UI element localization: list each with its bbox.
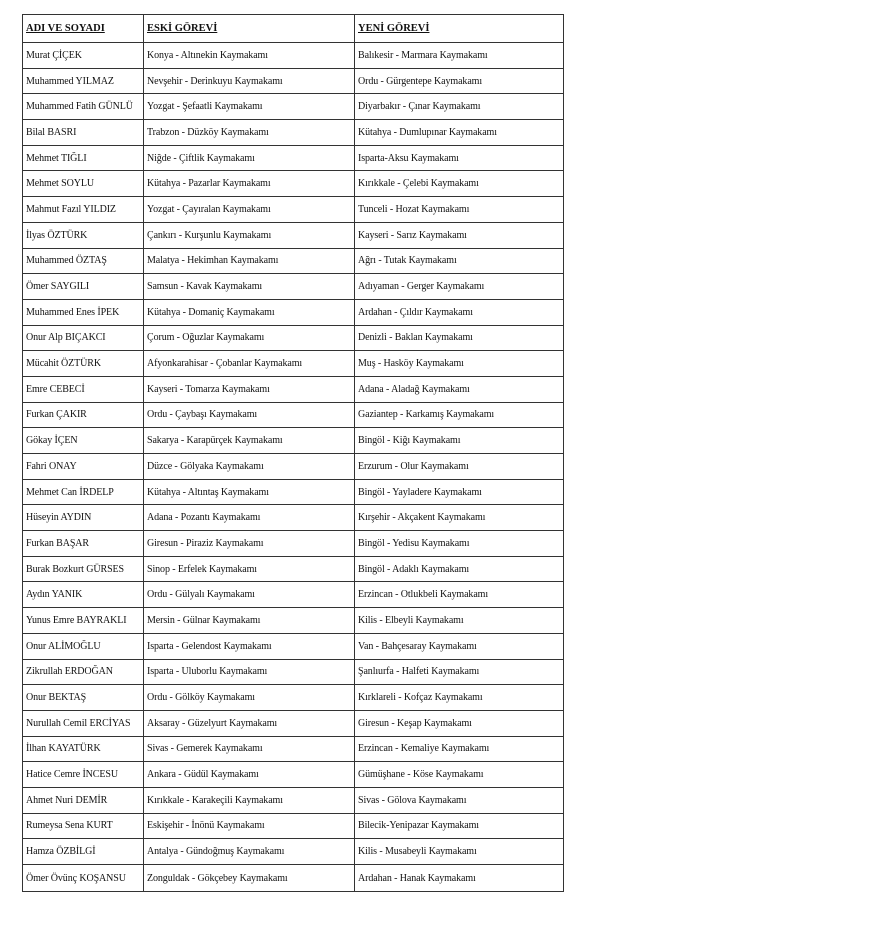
table-row <box>23 608 564 634</box>
table-row <box>23 402 564 428</box>
cell-name: Aydın YANIK <box>23 582 144 608</box>
cell-old-post: Kayseri - Tomarza Kaymakamı <box>144 376 355 402</box>
cell-name: Muhammed ÖZTAŞ <box>23 248 144 274</box>
cell-old-post: Niğde - Çiftlik Kaymakamı <box>144 145 355 171</box>
cell-old-post: Isparta - Gelendost Kaymakamı <box>144 633 355 659</box>
cell-old-post: Samsun - Kavak Kaymakamı <box>144 274 355 300</box>
cell-old-post: Ordu - Çaybaşı Kaymakamı <box>144 402 355 428</box>
appointments-table <box>22 14 564 892</box>
table-row <box>23 197 564 223</box>
table-row <box>23 659 564 685</box>
table-row <box>23 428 564 454</box>
cell-old-post: Malatya - Hekimhan Kaymakamı <box>144 248 355 274</box>
cell-name: Ömer SAYGILI <box>23 274 144 300</box>
table-row <box>23 736 564 762</box>
document-page <box>22 14 563 892</box>
table-row <box>23 633 564 659</box>
cell-name: Mehmet Can İRDELP <box>23 479 144 505</box>
cell-name: Mücahit ÖZTÜRK <box>23 351 144 377</box>
header-name: ADI VE SOYADI <box>23 15 144 43</box>
table-body <box>23 43 564 892</box>
cell-name: Muhammed Fatih GÜNLÜ <box>23 94 144 120</box>
cell-new-post: Bingöl - Adaklı Kaymakamı <box>355 556 564 582</box>
cell-new-post: Tunceli - Hozat Kaymakamı <box>355 197 564 223</box>
cell-new-post: Kırşehir - Akçakent Kaymakamı <box>355 505 564 531</box>
cell-new-post: Kırıkkale - Çelebi Kaymakamı <box>355 171 564 197</box>
cell-old-post: Sinop - Erfelek Kaymakamı <box>144 556 355 582</box>
cell-name: Bilal BASRI <box>23 120 144 146</box>
cell-new-post: Ardahan - Hanak Kaymakamı <box>355 865 564 892</box>
cell-name: Murat ÇİÇEK <box>23 43 144 69</box>
table-row <box>23 325 564 351</box>
cell-old-post: Çorum - Oğuzlar Kaymakamı <box>144 325 355 351</box>
cell-name: Hamza ÖZBİLGİ <box>23 839 144 865</box>
table-row <box>23 839 564 865</box>
cell-old-post: Yozgat - Şefaatli Kaymakamı <box>144 94 355 120</box>
cell-name: Onur BEKTAŞ <box>23 685 144 711</box>
cell-new-post: Ağrı - Tutak Kaymakamı <box>355 248 564 274</box>
cell-name: Yunus Emre BAYRAKLI <box>23 608 144 634</box>
cell-old-post: Afyonkarahisar - Çobanlar Kaymakamı <box>144 351 355 377</box>
cell-name: Fahri ONAY <box>23 454 144 480</box>
cell-old-post: Eskişehir - İnönü Kaymakamı <box>144 813 355 839</box>
cell-new-post: Adıyaman - Gerger Kaymakamı <box>355 274 564 300</box>
cell-old-post: Çankırı - Kurşunlu Kaymakamı <box>144 222 355 248</box>
table-row <box>23 68 564 94</box>
cell-new-post: Isparta-Aksu Kaymakamı <box>355 145 564 171</box>
table-row <box>23 454 564 480</box>
cell-new-post: Gümüşhane - Köse Kaymakamı <box>355 762 564 788</box>
cell-name: Onur Alp BIÇAKCI <box>23 325 144 351</box>
table-row <box>23 248 564 274</box>
header-old-post: ESKİ GÖREVİ <box>144 15 355 43</box>
table-row <box>23 556 564 582</box>
cell-new-post: Van - Bahçesaray Kaymakamı <box>355 633 564 659</box>
cell-new-post: Kilis - Elbeyli Kaymakamı <box>355 608 564 634</box>
cell-new-post: Kırklareli - Kofçaz Kaymakamı <box>355 685 564 711</box>
cell-new-post: Giresun - Keşap Kaymakamı <box>355 710 564 736</box>
cell-name: Mehmet TIĞLI <box>23 145 144 171</box>
cell-new-post: Kütahya - Dumlupınar Kaymakamı <box>355 120 564 146</box>
cell-old-post: Kırıkkale - Karakeçili Kaymakamı <box>144 787 355 813</box>
cell-new-post: Muş - Hasköy Kaymakamı <box>355 351 564 377</box>
table-row <box>23 120 564 146</box>
header-new-post: YENİ GÖREVİ <box>355 15 564 43</box>
table-row <box>23 351 564 377</box>
cell-name: Muhammed YILMAZ <box>23 68 144 94</box>
cell-new-post: Sivas - Gölova Kaymakamı <box>355 787 564 813</box>
cell-name: Mahmut Fazıl YILDIZ <box>23 197 144 223</box>
cell-old-post: Sakarya - Karapürçek Kaymakamı <box>144 428 355 454</box>
cell-name: Muhammed Enes İPEK <box>23 299 144 325</box>
cell-new-post: Bingöl - Yedisu Kaymakamı <box>355 531 564 557</box>
cell-old-post: Konya - Altınekin Kaymakamı <box>144 43 355 69</box>
cell-new-post: Bingöl - Yayladere Kaymakamı <box>355 479 564 505</box>
table-row <box>23 865 564 892</box>
cell-new-post: Erzurum - Olur Kaymakamı <box>355 454 564 480</box>
cell-new-post: Şanlıurfa - Halfeti Kaymakamı <box>355 659 564 685</box>
table-row <box>23 582 564 608</box>
cell-name: Zikrullah ERDOĞAN <box>23 659 144 685</box>
table-row <box>23 531 564 557</box>
table-row <box>23 479 564 505</box>
cell-old-post: Mersin - Gülnar Kaymakamı <box>144 608 355 634</box>
cell-name: Emre CEBECİ <box>23 376 144 402</box>
table-row <box>23 222 564 248</box>
table-row <box>23 710 564 736</box>
cell-new-post: Kilis - Musabeyli Kaymakamı <box>355 839 564 865</box>
cell-new-post: Bilecik-Yenipazar Kaymakamı <box>355 813 564 839</box>
cell-name: Hatice Cemre İNCESU <box>23 762 144 788</box>
cell-old-post: Düzce - Gölyaka Kaymakamı <box>144 454 355 480</box>
cell-name: Furkan BAŞAR <box>23 531 144 557</box>
cell-new-post: Bingöl - Kiğı Kaymakamı <box>355 428 564 454</box>
cell-name: Gökay İÇEN <box>23 428 144 454</box>
table-row <box>23 787 564 813</box>
cell-old-post: Ordu - Gölköy Kaymakamı <box>144 685 355 711</box>
cell-old-post: Yozgat - Çayıralan Kaymakamı <box>144 197 355 223</box>
cell-name: Ömer Övünç KOŞANSU <box>23 865 144 892</box>
table-row <box>23 94 564 120</box>
table-row <box>23 376 564 402</box>
cell-name: Mehmet SOYLU <box>23 171 144 197</box>
cell-new-post: Kayseri - Sarız Kaymakamı <box>355 222 564 248</box>
cell-old-post: Ordu - Gülyalı Kaymakamı <box>144 582 355 608</box>
cell-old-post: Aksaray - Güzelyurt Kaymakamı <box>144 710 355 736</box>
table-row <box>23 813 564 839</box>
table-row <box>23 43 564 69</box>
cell-new-post: Diyarbakır - Çınar Kaymakamı <box>355 94 564 120</box>
cell-name: Nurullah Cemil ERCİYAS <box>23 710 144 736</box>
cell-old-post: Kütahya - Pazarlar Kaymakamı <box>144 171 355 197</box>
cell-old-post: Kütahya - Domaniç Kaymakamı <box>144 299 355 325</box>
cell-old-post: Isparta - Uluborlu Kaymakamı <box>144 659 355 685</box>
table-row <box>23 145 564 171</box>
cell-name: İlyas ÖZTÜRK <box>23 222 144 248</box>
cell-old-post: Kütahya - Altıntaş Kaymakamı <box>144 479 355 505</box>
table-row <box>23 505 564 531</box>
cell-name: Ahmet Nuri DEMİR <box>23 787 144 813</box>
cell-name: Onur ALİMOĞLU <box>23 633 144 659</box>
cell-new-post: Ardahan - Çıldır Kaymakamı <box>355 299 564 325</box>
cell-old-post: Nevşehir - Derinkuyu Kaymakamı <box>144 68 355 94</box>
cell-old-post: Giresun - Piraziz Kaymakamı <box>144 531 355 557</box>
cell-old-post: Antalya - Gündoğmuş Kaymakamı <box>144 839 355 865</box>
cell-new-post: Erzincan - Otlukbeli Kaymakamı <box>355 582 564 608</box>
cell-new-post: Balıkesir - Marmara Kaymakamı <box>355 43 564 69</box>
cell-old-post: Ankara - Güdül Kaymakamı <box>144 762 355 788</box>
cell-name: Furkan ÇAKIR <box>23 402 144 428</box>
cell-old-post: Adana - Pozantı Kaymakamı <box>144 505 355 531</box>
table-row <box>23 762 564 788</box>
cell-name: Burak Bozkurt GÜRSES <box>23 556 144 582</box>
cell-name: Hüseyin AYDIN <box>23 505 144 531</box>
table-row <box>23 274 564 300</box>
cell-new-post: Denizli - Baklan Kaymakamı <box>355 325 564 351</box>
header-row <box>23 15 564 43</box>
cell-new-post: Ordu - Gürgentepe Kaymakamı <box>355 68 564 94</box>
cell-name: Rumeysa Sena KURT <box>23 813 144 839</box>
cell-new-post: Erzincan - Kemaliye Kaymakamı <box>355 736 564 762</box>
cell-old-post: Trabzon - Düzköy Kaymakamı <box>144 120 355 146</box>
cell-old-post: Sivas - Gemerek Kaymakamı <box>144 736 355 762</box>
table-row <box>23 685 564 711</box>
cell-name: İlhan KAYATÜRK <box>23 736 144 762</box>
table-row <box>23 299 564 325</box>
cell-new-post: Adana - Aladağ Kaymakamı <box>355 376 564 402</box>
cell-new-post: Gaziantep - Karkamış Kaymakamı <box>355 402 564 428</box>
cell-old-post: Zonguldak - Gökçebey Kaymakamı <box>144 865 355 892</box>
table-row <box>23 171 564 197</box>
